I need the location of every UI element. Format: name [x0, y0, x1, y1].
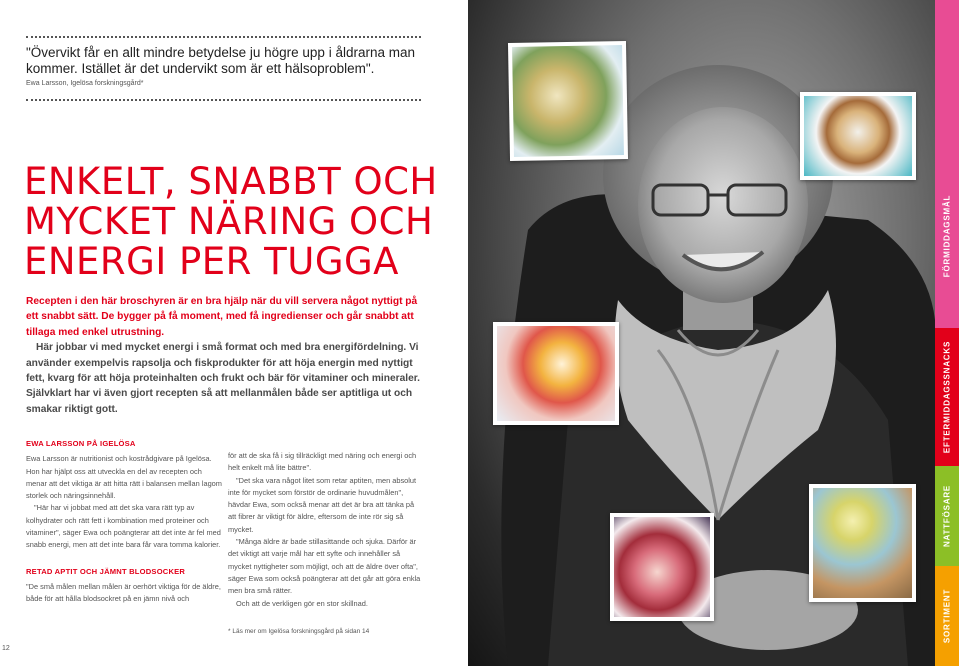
- page-number: 12: [2, 645, 10, 652]
- body-column-left: [26, 438, 222, 606]
- body-paragraph: "Det ska vara något litet som retar aptiten, men absolut inte för mycket som förstör de ordinarie huvudmålen", hävdar Ewa, som också menar att det är bra att tänka på att fibrer är viktigt för äldre, eftersom de inte rör sig så mycket.: [228, 475, 417, 534]
- lead-paragraph-2: Här jobbar vi med mycket energi i små format och med bra energifördelning. Vi använder exempelvis rapsolja och fiskprodukter för att höja energin med nyttigt fett, kvarg för att höja proteinhalten och frukt och bär för vitaminer och mineraler. Självklart har vi även gjort recepten så att mellanmålen både ser aptitliga ut och smakar riktigt gott.: [26, 342, 420, 415]
- tab-eftermiddagssnacks[interactable]: [935, 328, 959, 466]
- body-paragraph: Och att de verkligen gör en stor skillnad.: [236, 598, 368, 608]
- body-paragraph: Ewa Larsson är nutritionist och kostrådgivare på Igelösa. Hon har hjälpt oss att utveckla en del av recepten och menar att det viktiga är att hitta rätt i balansen mellan lagom storlek och näringsinnehåll.: [26, 454, 222, 501]
- body-paragraph: "Här har vi jobbat med att det ska vara rätt typ av kolhydrater och rätt fett i kombination med proteiner och vitaminer", säger Ewa och poängterar att det inte är fel med snabb energi, men att det inte bara får vara tomma kalorier.: [26, 503, 221, 550]
- headline-line-2: MYCKET NÄRING OCH: [24, 200, 434, 243]
- cracker-and-drink-photo: [809, 484, 916, 602]
- lead-paragraph-1: Recepten i den här broschyren är en bra hjälp när du vill servera något nyttigt på ett snabbt sätt. De bygger på få moment, med få ingredienser och går snabbt att tillaga med enkel utrustning.: [26, 296, 418, 338]
- tab-label: SORTIMENT: [942, 588, 952, 644]
- section-heading-aptit: RETAD APTIT OCH JÄMNT BLODSOCKER: [26, 566, 186, 576]
- body-paragraph: "Många äldre är bade stillasittande och sjuka. Därför är det viktigt att varje mål har ett syfte och innehåller så mycket nyttigheter som möjligt, och att de äldre över ofta", säger Ewa som också poängterar att det går att göra enkla men bra små rätter.: [228, 537, 421, 596]
- body-column-right: [228, 450, 424, 610]
- headline-line-1: ENKELT, SNABBT OCH: [24, 160, 438, 203]
- tab-sortiment[interactable]: [935, 566, 959, 666]
- body-paragraph: för att de ska få i sig tillräckligt med näring och energi och helt enkelt må lite bättre".: [228, 451, 417, 473]
- dotted-divider-bottom: [26, 99, 421, 101]
- dotted-divider-top: [26, 36, 421, 38]
- headline-line-3: ENERGI PER TUGGA: [24, 240, 399, 283]
- footnote: * Läs mer om Igelösa forskningsgård på sidan 14: [228, 628, 370, 635]
- section-heading-ewa: EWA LARSSON PÅ IGELÖSA: [26, 439, 136, 448]
- lead-text: [26, 294, 426, 417]
- pull-quote: "Övervikt får en allt mindre betydelse ju högre upp i åldrarna man kommer. Istället är det undervikt som är ett hälsoproblem".: [26, 45, 415, 76]
- tab-background: [935, 0, 959, 328]
- tab-nattfosare[interactable]: [935, 466, 959, 566]
- dessert-glasses-photo: [610, 513, 714, 621]
- tab-formiddagsmal[interactable]: [935, 0, 959, 328]
- quote-source: Ewa Larsson, Igelösa forskningsgård*: [26, 80, 144, 87]
- body-paragraph: "De små målen mellan målen är oerhört viktiga för de äldre, både för att hålla blodsockret på en jämn nivå och: [26, 581, 221, 604]
- fruit-cup-photo: [493, 322, 619, 425]
- porridge-bowl-photo: [800, 92, 916, 180]
- tab-label: FÖRMIDDAGSMÅL: [942, 194, 952, 278]
- potato-appetizer-photo: [508, 41, 628, 161]
- tab-label: EFTERMIDDAGSSNACKS: [942, 340, 952, 454]
- headline: [24, 162, 444, 282]
- tab-label: NATTFÖSARE: [942, 484, 952, 548]
